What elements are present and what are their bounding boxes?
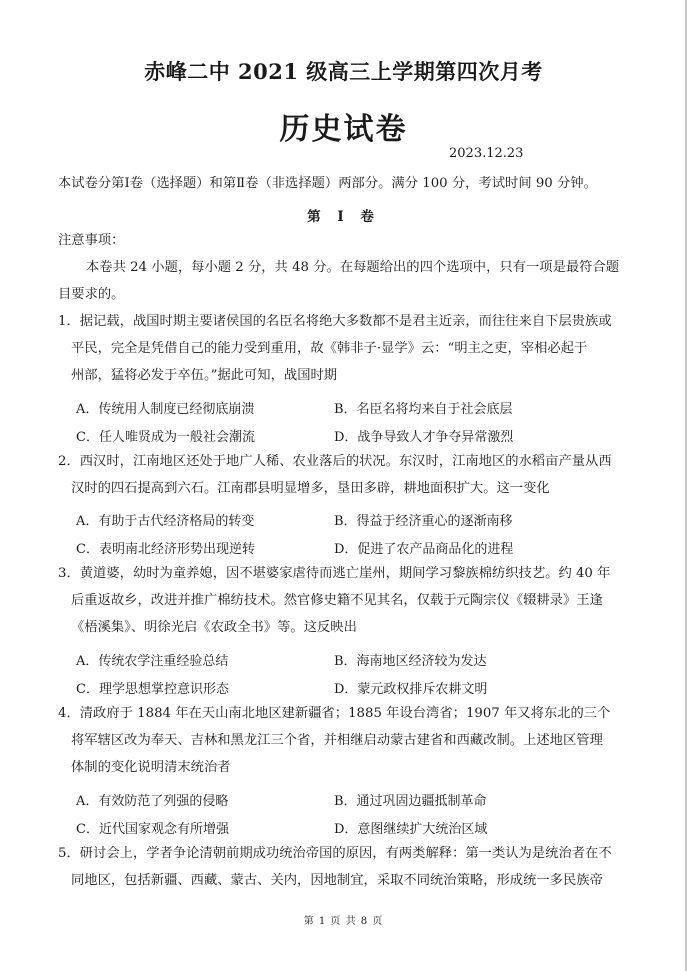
question-line: 2．西汉时，江南地区还处于地广人稀、农业落后的状况。东汉时，江南地区的水稻亩产量从西 bbox=[58, 454, 612, 469]
question-line: 州部，猛将必发于卒伍。”据此可知，战国时期 bbox=[71, 368, 338, 383]
question-line: 同地区，包括新疆、西藏、蒙古、关内，因地制宜，采取不同统治策略，形成统一多民族帝 bbox=[71, 873, 603, 888]
question-line: 3．黄道婆，幼时为童养媳，因不堪婆家虐待而逃亡崖州，期间学习黎族棉纺织技艺。约 40 年 bbox=[58, 566, 611, 581]
question-line: 5．研讨会上，学者争论清朝前期成功统治帝国的原因，有两类解释：第一类认为是统治者在不 bbox=[58, 846, 612, 861]
page-footer: 第 1 页 共 8 页 bbox=[303, 916, 384, 927]
notice-line: 本卷共 24 小题，每小题 2 分，共 48 分。在每题给出的四个选项中，只有一项是最符合题 bbox=[86, 260, 620, 275]
option-a: A．有效防范了列强的侵略 bbox=[76, 794, 229, 809]
option-c: C．理学思想掌控意识形态 bbox=[76, 682, 229, 697]
option-b: B．通过巩固边疆抵制革命 bbox=[334, 794, 487, 809]
option-b: B．得益于经济重心的逐渐南移 bbox=[334, 514, 513, 529]
option-a: A．传统用人制度已经彻底崩溃 bbox=[76, 402, 255, 417]
question-line: 汉时的四石提高到六石。江南郡县明显增多，垦田多辟，耕地面积扩大。这一变化 bbox=[71, 481, 550, 496]
option-a: A．有助于古代经济格局的转变 bbox=[76, 514, 255, 529]
exam-title: 赤峰二中 2021 级高三上学期第四次月考 bbox=[144, 59, 543, 84]
option-c: C．表明南北经济形势出现逆转 bbox=[76, 542, 255, 557]
question-line: 将军辖区改为奉天、吉林和黑龙江三个省，并相继启动蒙古建省和西藏改制。上述地区管理 bbox=[71, 733, 603, 748]
option-c: C．任人唯贤成为一般社会潮流 bbox=[76, 430, 255, 445]
question-line: 1．据记载，战国时期主要诸侯国的名臣名将绝大多数都不是君主近亲，而往往来自下层贵族或 bbox=[58, 314, 612, 329]
notice-line: 目要求的。 bbox=[58, 287, 125, 302]
exam-date: 2023.12.23 bbox=[449, 146, 524, 161]
question-line: 平民，完全是凭借自己的能力受到重用，故《韩非子·显学》云：“明主之吏，宰相必起于 bbox=[71, 341, 588, 356]
option-d: D．促进了农产品商品化的进程 bbox=[334, 542, 514, 557]
option-d: D．蒙元政权排斥农耕文明 bbox=[334, 682, 488, 697]
subject-title: 历史试卷 bbox=[279, 112, 408, 147]
notice-label: 注意事项： bbox=[58, 233, 125, 248]
option-b: B．名臣名将均来自于社会底层 bbox=[334, 402, 513, 417]
option-b: B．海南地区经济较为发达 bbox=[334, 654, 487, 669]
question-line: 《梧溪集》、明徐光启《农政全书》等。这反映出 bbox=[71, 620, 357, 635]
question-line: 后重返故乡，改进并推广棉纺技术。然官修史籍不见其名，仅载于元陶宗仪《辍耕录》王逢 bbox=[71, 593, 603, 608]
option-d: D．意图继续扩大统治区域 bbox=[334, 822, 488, 837]
intro-text: 本试卷分第Ⅰ卷（选择题）和第Ⅱ卷（非选择题）两部分。满分 100 分，考试时间 90 分钟。 bbox=[58, 176, 597, 191]
option-d: D．战争导致人才争夺异常激烈 bbox=[334, 430, 514, 445]
option-a: A．传统农学注重经验总结 bbox=[76, 654, 229, 669]
section-heading: 第 Ⅰ 卷 bbox=[307, 209, 380, 225]
option-c: C．近代国家观念有所增强 bbox=[76, 822, 229, 837]
question-line: 体制的变化说明清末统治者 bbox=[71, 760, 231, 775]
question-line: 4．清政府于 1884 年在天山南北地区建新疆省；1885 年设台湾省；1907 年又将东北的三个 bbox=[58, 706, 611, 721]
